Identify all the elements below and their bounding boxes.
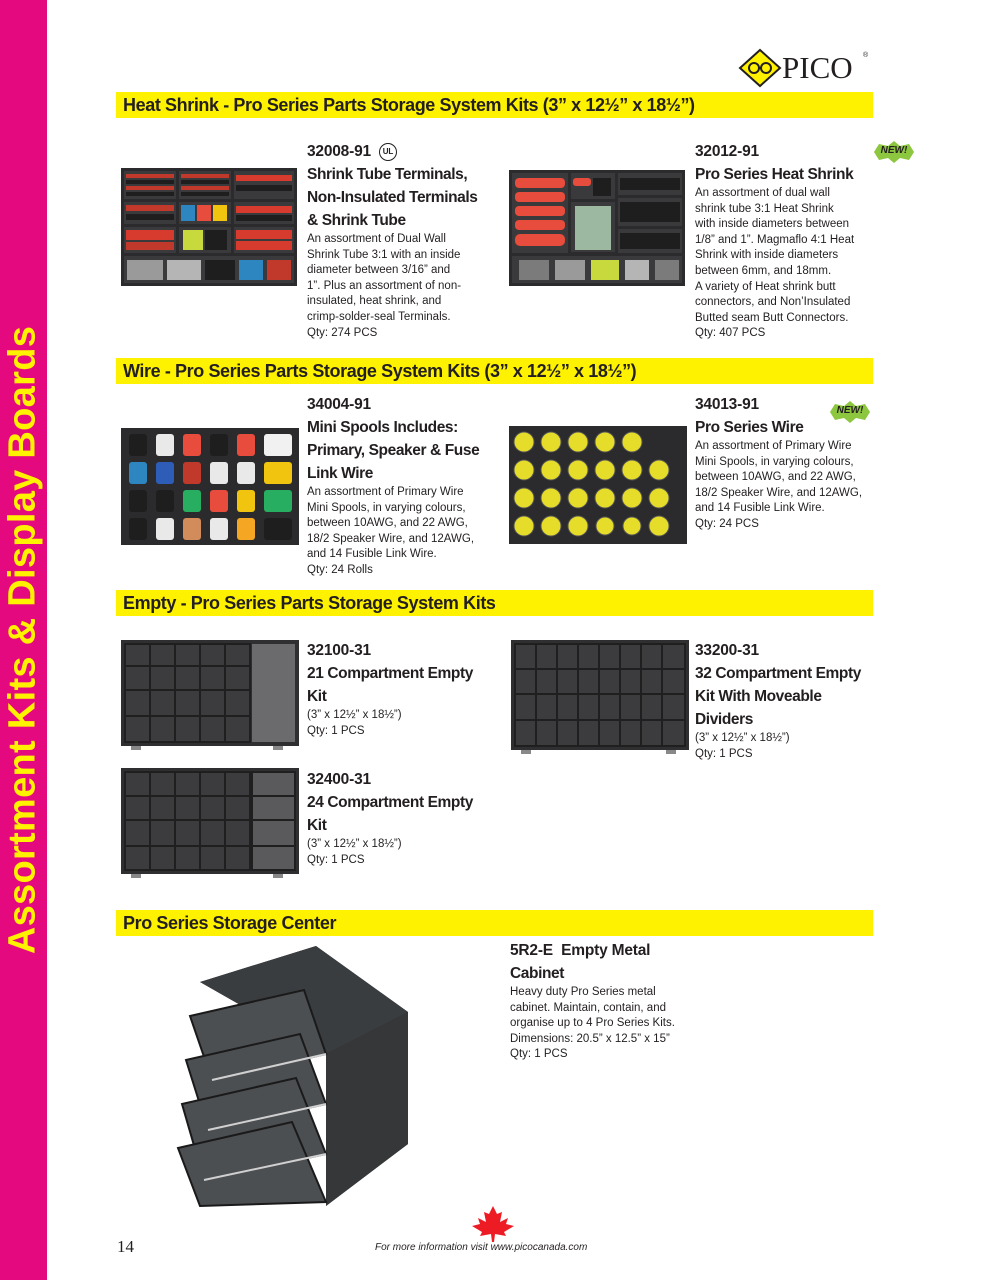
section-wire	[116, 358, 873, 384]
product-5r2e	[510, 940, 710, 1063]
product-description: An assortment of dual wall shrink tube 3:1 Heat Shrink with inside diameters between 1/8” and 1”. Magmaflo 4:1 Heat Shrink with inside diameters between 6mm, and 18mm. A variety of Heat shrink butt connectors, and Non’Insulated Butted seam Butt Connectors. Qty: 407 PCS	[695, 187, 855, 340]
product-name: 21 Compartment Empty Kit	[307, 665, 473, 705]
product-code: 34004-91	[307, 396, 371, 413]
product-photo-34004	[121, 428, 299, 545]
pico-logo	[738, 48, 870, 88]
product-name: 24 Compartment Empty Kit	[307, 794, 473, 834]
product-code	[307, 141, 497, 163]
product-name: Mini Spools Includes: Primary, Speaker & Fuse Link Wire	[307, 419, 480, 482]
product-name: Shrink Tube Terminals, Non-Insulated Terminals & Shrink Tube	[307, 166, 478, 229]
ul-listed-icon: UL	[379, 143, 397, 161]
product-photo-5r2e	[176, 944, 438, 1210]
brand-reg: ®	[863, 52, 869, 59]
product-photo-34013	[509, 426, 687, 544]
product-code: 32100-31	[307, 642, 371, 659]
product-code: 32012-91	[695, 143, 759, 160]
product-code: 32400-31	[307, 771, 371, 788]
new-badge-label: NEW!	[880, 145, 908, 156]
product-description: An assortment of Primary Wire Mini Spools, in varying colours, between 10AWG, and 22 AWG, 18/2 Speaker Wire, and 12AWG, and 14 Fusible Link Wire. Qty: 24 PCS	[695, 440, 863, 530]
product-name: Cabinet	[510, 965, 565, 982]
maple-leaf-icon	[470, 1206, 516, 1242]
section-heat-shrink-title: Heat Shrink - Pro Series Parts Storage System Kits (3” x 12½” x 18½”)	[123, 95, 695, 115]
product-description: (3” x 12½” x 18½”) Qty: 1 PCS	[307, 838, 402, 866]
product-32008	[307, 141, 497, 341]
section-storage-center-title: Pro Series Storage Center	[123, 913, 337, 933]
product-description: An assortment of Dual Wall Shrink Tube 3:1 with an inside diameter between 3/16” and 1”. Plus an assortment of non- insulated, heat shrink, and crimp-solder-seal Terminals. Qty: 274 PCS	[307, 233, 462, 339]
product-code: 34013-91	[695, 396, 759, 413]
product-34004	[307, 394, 497, 579]
product-33200	[695, 640, 885, 762]
product-photo-32400	[121, 768, 299, 880]
product-code: 33200-31	[695, 642, 759, 659]
new-badge	[872, 140, 916, 164]
product-32100	[307, 640, 497, 739]
page-number: 14	[117, 1237, 134, 1256]
product-description: Heavy duty Pro Series metal cabinet. Maintain, contain, and organise up to 4 Pro Series Kits. Dimensions: 20.5” x 12.5” x 15” Qty: 1 PCS	[510, 986, 675, 1061]
product-photo-33200	[511, 640, 689, 756]
product-name: Pro Series Wire	[695, 419, 804, 436]
new-badge-label: NEW!	[836, 405, 864, 416]
product-code-text: 32008-91	[307, 143, 371, 160]
section-empty	[116, 590, 873, 616]
product-photo-32012	[509, 170, 685, 286]
pico-logo-diamond-icon	[738, 48, 782, 88]
product-photo-32008	[121, 168, 297, 286]
product-name: Pro Series Heat Shrink	[695, 166, 854, 183]
product-name: 32 Compartment Empty Kit With Moveable Dividers	[695, 665, 861, 728]
product-32400	[307, 769, 497, 868]
product-description: An assortment of Primary Wire Mini Spools, in varying colours, between 10AWG, and 22 AWG, 18/2 Speaker Wire, and 12AWG, and 14 Fusible Link Wire. Qty: 24 Rolls	[307, 486, 475, 576]
product-description: (3” x 12½” x 18½”) Qty: 1 PCS	[695, 732, 790, 760]
product-description: (3” x 12½” x 18½”) Qty: 1 PCS	[307, 709, 402, 737]
section-empty-title: Empty - Pro Series Parts Storage System Kits	[123, 593, 496, 613]
section-storage-center	[116, 910, 873, 936]
product-32012	[695, 141, 885, 342]
brand-name: PICO	[782, 50, 853, 85]
side-title: Assortment Kits & Display Boards	[1, 325, 44, 955]
product-photo-32100	[121, 640, 299, 752]
footer-note: For more information visit www.picocanada.com	[375, 1242, 588, 1253]
section-heat-shrink	[116, 92, 873, 118]
product-code: 5R2-E Empty Metal	[510, 942, 651, 959]
section-wire-title: Wire - Pro Series Parts Storage System Kits (3” x 12½” x 18½”)	[123, 361, 637, 381]
new-badge	[828, 400, 872, 424]
